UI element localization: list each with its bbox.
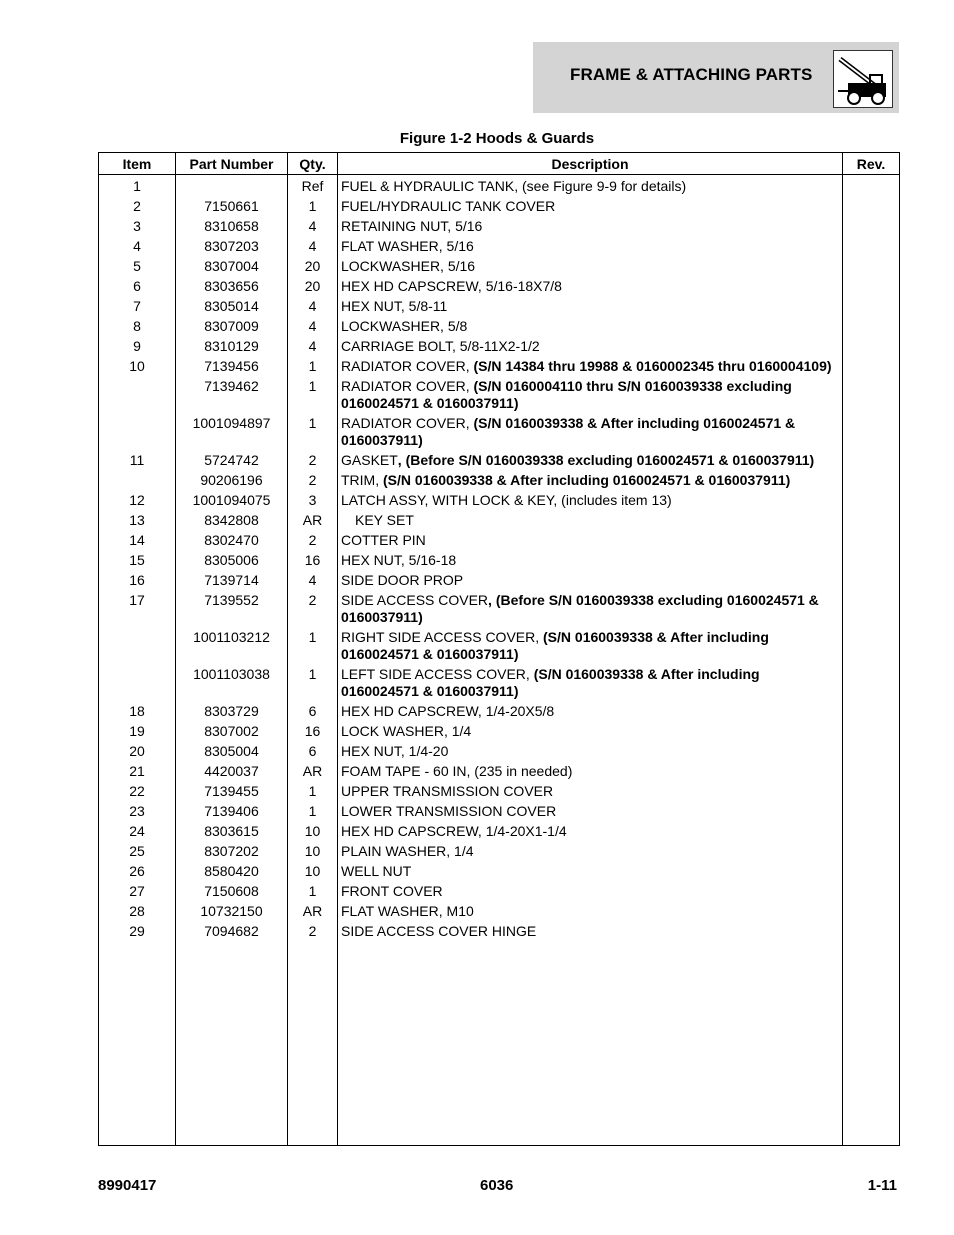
item-cell: 15	[99, 551, 176, 571]
empty-cell	[176, 942, 288, 1145]
empty-cell	[288, 942, 338, 1145]
description-cell	[338, 882, 843, 902]
description-text: RETAINING NUT, 5/16	[341, 218, 483, 234]
qty-cell: 1	[288, 414, 338, 451]
item-cell: 18	[99, 702, 176, 722]
rev-cell	[843, 842, 900, 862]
table-row	[99, 782, 900, 802]
item-cell: 7	[99, 297, 176, 317]
part-number-cell: 7139714	[176, 571, 288, 591]
rev-cell	[843, 451, 900, 471]
item-cell: 19	[99, 722, 176, 742]
item-cell: 4	[99, 237, 176, 257]
item-cell: 14	[99, 531, 176, 551]
table-row	[99, 922, 900, 942]
table-row	[99, 571, 900, 591]
part-number-cell: 7150608	[176, 882, 288, 902]
description-cell	[338, 491, 843, 511]
item-cell: 5	[99, 257, 176, 277]
rev-cell	[843, 297, 900, 317]
part-number-cell: 5724742	[176, 451, 288, 471]
rev-cell	[843, 317, 900, 337]
table-row	[99, 197, 900, 217]
qty-cell: 10	[288, 822, 338, 842]
part-number-cell: 4420037	[176, 762, 288, 782]
table-row	[99, 237, 900, 257]
table-row	[99, 337, 900, 357]
description-text: RADIATOR COVER,	[341, 358, 474, 374]
table-row	[99, 531, 900, 551]
part-number-cell: 8307203	[176, 237, 288, 257]
table-header-row	[99, 153, 900, 175]
qty-cell: 2	[288, 531, 338, 551]
qty-cell: 4	[288, 217, 338, 237]
item-cell: 11	[99, 451, 176, 471]
description-text: FRONT COVER	[341, 883, 443, 899]
rev-cell	[843, 782, 900, 802]
description-cell	[338, 337, 843, 357]
qty-cell: 2	[288, 922, 338, 942]
rev-cell	[843, 197, 900, 217]
description-text: TRIM,	[341, 472, 383, 488]
serial-number-note: (S/N 0160039338 & After including 0160024571 & 0160037911)	[383, 472, 791, 488]
part-number-cell: 7139455	[176, 782, 288, 802]
qty-cell: 2	[288, 591, 338, 628]
qty-cell: 1	[288, 882, 338, 902]
description-text: HEX NUT, 5/16-18	[341, 552, 457, 568]
description-text: FOAM TAPE - 60 IN, (235 in needed)	[341, 763, 573, 779]
part-number-cell: 90206196	[176, 471, 288, 491]
table-row	[99, 491, 900, 511]
empty-cell	[843, 942, 900, 1145]
part-number-cell: 1001094075	[176, 491, 288, 511]
item-cell: 9	[99, 337, 176, 357]
table-row	[99, 297, 900, 317]
description-cell	[338, 377, 843, 414]
item-cell: 27	[99, 882, 176, 902]
item-cell: 29	[99, 922, 176, 942]
table-row	[99, 862, 900, 882]
description-cell	[338, 531, 843, 551]
part-number-cell: 8305014	[176, 297, 288, 317]
column-header-item: Item	[99, 153, 176, 175]
document-number: 8990417	[98, 1177, 157, 1194]
rev-cell	[843, 471, 900, 491]
description-text: SIDE ACCESS COVER	[341, 592, 489, 608]
table-row	[99, 882, 900, 902]
description-text: WELL NUT	[341, 863, 412, 879]
rev-cell	[843, 257, 900, 277]
section-title: FRAME & ATTACHING PARTS	[570, 65, 813, 84]
item-cell: 28	[99, 902, 176, 922]
part-number-cell: 8342808	[176, 511, 288, 531]
table-row	[99, 628, 900, 665]
description-cell	[338, 237, 843, 257]
item-cell: 10	[99, 357, 176, 377]
figure-title: Figure 1-2 Hoods & Guards	[399, 130, 595, 147]
description-cell	[338, 357, 843, 377]
qty-cell: 4	[288, 297, 338, 317]
table-row	[99, 257, 900, 277]
description-cell	[338, 782, 843, 802]
description-cell	[338, 628, 843, 665]
description-text: FUEL & HYDRAULIC TANK, (see Figure 9-9 for details)	[341, 178, 687, 194]
description-cell	[338, 571, 843, 591]
part-number-cell: 8305006	[176, 551, 288, 571]
item-cell	[99, 377, 176, 414]
rev-cell	[843, 337, 900, 357]
qty-cell: 1	[288, 802, 338, 822]
rev-cell	[843, 414, 900, 451]
part-number-cell: 1001094897	[176, 414, 288, 451]
rev-cell	[843, 571, 900, 591]
rev-cell	[843, 551, 900, 571]
qty-cell: Ref	[288, 175, 338, 198]
part-number-cell: 8580420	[176, 862, 288, 882]
qty-cell: 16	[288, 722, 338, 742]
description-text: RADIATOR COVER,	[341, 378, 474, 394]
part-number-cell: 8307002	[176, 722, 288, 742]
qty-cell: 4	[288, 571, 338, 591]
item-cell: 24	[99, 822, 176, 842]
table-row	[99, 357, 900, 377]
qty-cell: 2	[288, 471, 338, 491]
item-cell: 3	[99, 217, 176, 237]
qty-cell: 1	[288, 357, 338, 377]
description-text: LOWER TRANSMISSION COVER	[341, 803, 557, 819]
description-text: FUEL/HYDRAULIC TANK COVER	[341, 198, 556, 214]
rev-cell	[843, 902, 900, 922]
rev-cell	[843, 742, 900, 762]
item-cell	[99, 665, 176, 702]
rev-cell	[843, 377, 900, 414]
qty-cell: 16	[288, 551, 338, 571]
description-cell	[338, 702, 843, 722]
rev-cell	[843, 277, 900, 297]
part-number-cell: 10732150	[176, 902, 288, 922]
table-row	[99, 665, 900, 702]
table-row	[99, 591, 900, 628]
description-text: HEX HD CAPSCREW, 1/4-20X5/8	[341, 703, 555, 719]
description-cell	[338, 317, 843, 337]
part-number-cell: 7139462	[176, 377, 288, 414]
rev-cell	[843, 702, 900, 722]
item-cell: 22	[99, 782, 176, 802]
description-text: COTTER PIN	[341, 532, 426, 548]
table-row	[99, 175, 900, 198]
part-number-cell: 8310658	[176, 217, 288, 237]
part-number-cell: 7150661	[176, 197, 288, 217]
item-cell: 20	[99, 742, 176, 762]
description-cell	[338, 451, 843, 471]
description-text: GASKET	[341, 452, 398, 468]
rev-cell	[843, 217, 900, 237]
table-row	[99, 802, 900, 822]
description-text: HEX NUT, 5/8-11	[341, 298, 448, 314]
table-filler-row	[99, 942, 900, 1145]
item-cell: 8	[99, 317, 176, 337]
serial-number-note: , (Before S/N 0160039338 excluding 0160024571 & 0160037911)	[397, 452, 815, 468]
rev-cell	[843, 628, 900, 665]
item-cell: 23	[99, 802, 176, 822]
part-number-cell: 7094682	[176, 922, 288, 942]
description-cell	[338, 842, 843, 862]
page-number: 1-11	[867, 1177, 897, 1194]
qty-cell: 6	[288, 742, 338, 762]
part-number-cell: 8303729	[176, 702, 288, 722]
column-header-rev: Rev.	[843, 153, 900, 175]
part-number-cell: 8302470	[176, 531, 288, 551]
part-number-cell: 8307009	[176, 317, 288, 337]
description-text: SIDE ACCESS COVER HINGE	[341, 923, 537, 939]
table-row	[99, 742, 900, 762]
description-text: LATCH ASSY, WITH LOCK & KEY, (includes item 13)	[341, 492, 672, 508]
part-number-cell: 8307004	[176, 257, 288, 277]
table-row	[99, 377, 900, 414]
rev-cell	[843, 175, 900, 198]
section-header	[533, 42, 899, 113]
qty-cell: 10	[288, 862, 338, 882]
item-cell: 13	[99, 511, 176, 531]
description-cell	[338, 591, 843, 628]
description-cell	[338, 414, 843, 451]
item-cell	[99, 628, 176, 665]
item-cell: 25	[99, 842, 176, 862]
rev-cell	[843, 511, 900, 531]
item-cell: 2	[99, 197, 176, 217]
description-cell	[338, 722, 843, 742]
description-text: LOCKWASHER, 5/16	[341, 258, 476, 274]
description-text: SIDE DOOR PROP	[341, 572, 464, 588]
qty-cell: AR	[288, 511, 338, 531]
rev-cell	[843, 531, 900, 551]
telehandler-icon	[833, 50, 893, 108]
parts-table	[98, 152, 900, 1146]
description-cell	[338, 802, 843, 822]
table-row	[99, 511, 900, 531]
item-cell: 17	[99, 591, 176, 628]
qty-cell: 1	[288, 782, 338, 802]
description-text: PLAIN WASHER, 1/4	[341, 843, 474, 859]
rev-cell	[843, 762, 900, 782]
part-number-cell: 8303656	[176, 277, 288, 297]
column-header-qty: Qty.	[288, 153, 338, 175]
item-cell	[99, 471, 176, 491]
description-text: RADIATOR COVER,	[341, 415, 474, 431]
description-text: HEX NUT, 1/4-20	[341, 743, 449, 759]
part-number-cell: 8307202	[176, 842, 288, 862]
qty-cell: AR	[288, 762, 338, 782]
part-number-cell: 7139406	[176, 802, 288, 822]
qty-cell: 1	[288, 665, 338, 702]
table-row	[99, 277, 900, 297]
qty-cell: 4	[288, 337, 338, 357]
description-cell	[338, 257, 843, 277]
serial-number-note: (S/N 0160039338 & After including 0160024571 & 0160037911)	[341, 629, 769, 662]
table-row	[99, 451, 900, 471]
qty-cell: 3	[288, 491, 338, 511]
qty-cell: 1	[288, 377, 338, 414]
empty-cell	[338, 942, 843, 1145]
description-cell	[338, 217, 843, 237]
table-row	[99, 822, 900, 842]
description-cell	[338, 762, 843, 782]
item-cell: 6	[99, 277, 176, 297]
item-cell: 12	[99, 491, 176, 511]
part-number-cell: 8305004	[176, 742, 288, 762]
qty-cell: 4	[288, 237, 338, 257]
rev-cell	[843, 357, 900, 377]
description-cell	[338, 665, 843, 702]
rev-cell	[843, 882, 900, 902]
item-cell	[99, 414, 176, 451]
description-text: CARRIAGE BOLT, 5/8-11X2-1/2	[341, 338, 540, 354]
description-cell	[338, 902, 843, 922]
description-text: FLAT WASHER, M10	[341, 903, 474, 919]
description-cell	[338, 297, 843, 317]
column-header-part-number: Part Number	[176, 153, 288, 175]
description-text: HEX HD CAPSCREW, 1/4-20X1-1/4	[341, 823, 567, 839]
rev-cell	[843, 237, 900, 257]
description-text: LOCK WASHER, 1/4	[341, 723, 472, 739]
item-cell: 26	[99, 862, 176, 882]
item-cell: 21	[99, 762, 176, 782]
part-number-cell: 8310129	[176, 337, 288, 357]
serial-number-note: (S/N 0160039338 & After including 0160024571 & 0160037911)	[341, 666, 760, 699]
table-row	[99, 217, 900, 237]
rev-cell	[843, 922, 900, 942]
table-row	[99, 551, 900, 571]
qty-cell: 10	[288, 842, 338, 862]
description-cell	[338, 175, 843, 198]
table-row	[99, 722, 900, 742]
description-text: LOCKWASHER, 5/8	[341, 318, 468, 334]
qty-cell: 4	[288, 317, 338, 337]
qty-cell: 6	[288, 702, 338, 722]
table-row	[99, 414, 900, 451]
serial-number-note: (S/N 14384 thru 19988 & 0160002345 thru 0160004109)	[473, 358, 832, 374]
description-cell	[338, 471, 843, 491]
table-row	[99, 762, 900, 782]
rev-cell	[843, 491, 900, 511]
description-cell	[338, 742, 843, 762]
description-cell	[338, 197, 843, 217]
description-text: RIGHT SIDE ACCESS COVER,	[341, 629, 544, 645]
part-number-cell: 7139456	[176, 357, 288, 377]
description-text: LEFT SIDE ACCESS COVER,	[341, 666, 534, 682]
description-text: KEY SET	[355, 512, 414, 528]
serial-number-note: , (Before S/N 0160039338 excluding 0160024571 & 0160037911)	[341, 592, 819, 625]
description-text: UPPER TRANSMISSION COVER	[341, 783, 554, 799]
table-row	[99, 471, 900, 491]
item-cell: 1	[99, 175, 176, 198]
model-number: 6036	[480, 1177, 514, 1194]
part-number-cell: 1001103038	[176, 665, 288, 702]
description-cell	[338, 277, 843, 297]
qty-cell: AR	[288, 902, 338, 922]
rev-cell	[843, 665, 900, 702]
rev-cell	[843, 722, 900, 742]
serial-number-note: (S/N 0160039338 & After including 0160024571 & 0160037911)	[341, 415, 796, 448]
description-text: HEX HD CAPSCREW, 5/16-18X7/8	[341, 278, 562, 294]
description-text: FLAT WASHER, 5/16	[341, 238, 474, 254]
description-cell	[338, 511, 843, 531]
rev-cell	[843, 862, 900, 882]
part-number-cell: 7139552	[176, 591, 288, 628]
empty-cell	[99, 942, 176, 1145]
description-cell	[338, 862, 843, 882]
rev-cell	[843, 591, 900, 628]
part-number-cell	[176, 175, 288, 198]
part-number-cell: 1001103212	[176, 628, 288, 665]
rev-cell	[843, 802, 900, 822]
qty-cell: 1	[288, 628, 338, 665]
qty-cell: 20	[288, 277, 338, 297]
table-row	[99, 842, 900, 862]
description-cell	[338, 922, 843, 942]
description-cell	[338, 551, 843, 571]
table-row	[99, 702, 900, 722]
column-header-description: Description	[338, 153, 843, 175]
item-cell: 16	[99, 571, 176, 591]
qty-cell: 2	[288, 451, 338, 471]
table-row	[99, 317, 900, 337]
qty-cell: 1	[288, 197, 338, 217]
table-row	[99, 902, 900, 922]
part-number-cell: 8303615	[176, 822, 288, 842]
rev-cell	[843, 822, 900, 842]
qty-cell: 20	[288, 257, 338, 277]
serial-number-note: (S/N 0160004110 thru S/N 0160039338 excluding 0160024571 & 0160037911)	[341, 378, 792, 411]
description-cell	[338, 822, 843, 842]
